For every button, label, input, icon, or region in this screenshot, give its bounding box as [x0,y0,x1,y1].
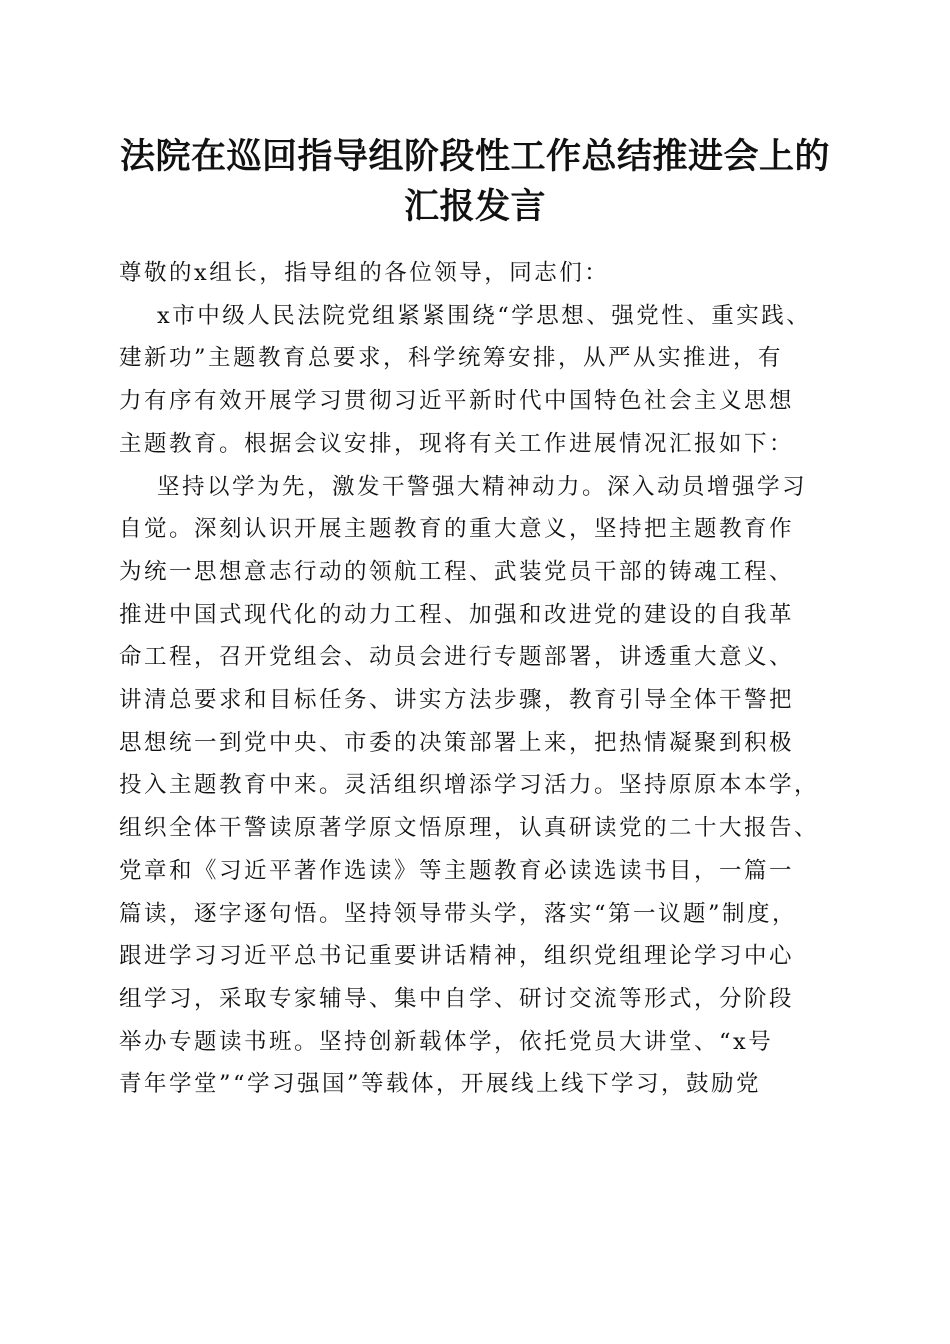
paragraph-2-line-13: 组学习，采取专家辅导、集中自学、研讨交流等形式，分阶段 [119,985,795,1012]
salutation-line: 尊敬的x组长，指导组的各位领导，同志们： [119,260,610,286]
document-body [119,252,844,1106]
paragraph-1-line-1: x市中级人民法院党组紧紧围绕“学思想、强党性、重实践、 [157,302,812,329]
paragraph-2-line-12: 跟进学习习近平总书记重要讲话精神，组织党组理论学习中心 [119,943,795,970]
paragraph-2-line-3: 为统一思想意志行动的领航工程、武装党员干部的铸魂工程、 [119,558,795,585]
paragraph-1-line-2: 建新功”主题教育总要求，科学统筹安排，从严从实推进，有 [119,345,784,372]
paragraph-2-line-5: 命工程，召开党组会、动员会进行专题部署，讲透重大意义、 [119,644,795,671]
paragraph-2-line-4: 推进中国式现代化的动力工程、加强和改进党的建设的自我革 [119,601,795,628]
paragraph-2-line-8: 投入主题教育中来。灵活组织增添学习活力。坚持原原本本学， [119,772,820,799]
paragraph-2-line-15: 青年学堂”“学习强国”等载体，开展线上线下学习，鼓励党 [119,1071,762,1098]
paragraph-2-line-11: 篇读，逐字逐句悟。坚持领导带头学，落实“第一议题”制度， [119,900,798,927]
paragraph-2-line-6: 讲清总要求和目标任务、讲实方法步骤，教育引导全体干警把 [119,687,795,714]
document-title [80,132,870,232]
paragraph-2-line-14: 举办专题读书班。坚持创新载体学，依托党员大讲堂、“x号 [119,1028,774,1055]
paragraph-2-line-7: 思想统一到党中央、市委的决策部署上来，把热情凝聚到积极 [119,729,795,756]
paragraph-2-line-1: 坚持以学为先，激发干警强大精神动力。深入动员增强学习 [157,473,808,500]
paragraph-2-line-2: 自觉。深刻认识开展主题教育的重大意义，坚持把主题教育作 [119,516,795,543]
paragraph-1-line-4: 主题教育。根据会议安排，现将有关工作进展情况汇报如下： [119,430,795,457]
title-line-2: 汇报发言 [403,186,546,227]
paragraph-1-line-3: 力有序有效开展学习贯彻习近平新时代中国特色社会主义思想 [119,388,795,415]
paragraph-2-line-9: 组织全体干警读原著学原文悟原理，认真研读党的二十大报告、 [119,815,820,842]
paragraph-2-line-10: 党章和《习近平著作选读》等主题教育必读选读书目，一篇一 [119,857,795,884]
title-line-1: 法院在巡回指导组阶段性工作总结推进会上的 [119,136,830,177]
